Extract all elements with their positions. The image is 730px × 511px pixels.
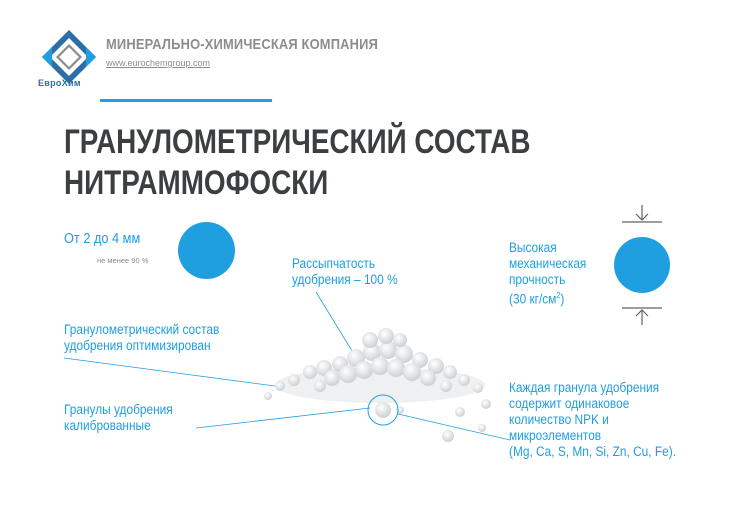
npk-label [509, 380, 676, 460]
press-arrows-icon [610, 205, 674, 325]
calibrated-label [64, 402, 173, 434]
optimized-label [64, 322, 219, 354]
strength-line-3: прочность [509, 272, 566, 287]
strength-value: (30 кг/см [509, 291, 557, 307]
title-line-1: ГРАНУЛОМЕТРИЧЕСКИЙ СОСТАВ [64, 123, 531, 161]
strength-unit-superscript: 2 [556, 291, 561, 300]
company-name: МИНЕРАЛЬНО-ХИМИЧЕСКАЯ КОМПАНИЯ [106, 36, 379, 53]
granule-size-label: От 2 до 4 мм [64, 231, 141, 247]
calibrated-line-2: калиброванные [64, 418, 151, 433]
npk-line-2: содержит одинаковое [509, 396, 630, 411]
strength-value-close: ) [560, 291, 565, 307]
npk-line-4: микроэлементов [509, 428, 602, 443]
granule-size-note: не менее 90 % [97, 256, 149, 265]
strength-line-4 [509, 288, 586, 308]
strength-line-1: Высокая [509, 240, 557, 255]
npk-line-3: количество NPK и [509, 412, 609, 427]
optimized-line-2: удобрения оптимизирован [64, 338, 211, 353]
npk-line-5: (Mg, Ca, S, Mn, Si, Zn, Cu, Fe). [509, 444, 677, 459]
strength-line-2: механическая [509, 256, 587, 271]
calibrated-line-1: Гранулы удобрения [64, 402, 173, 417]
npk-line-1: Каждая гранула удобрения [509, 380, 660, 395]
flowability-line-1: Рассыпчатость [292, 256, 376, 271]
title-line-2: НИТРАММОФОСКИ [64, 164, 329, 202]
company-url-link[interactable]: www.eurochemgroup.com [106, 58, 211, 68]
flowability-label [292, 256, 398, 288]
logo-text: ЕвроХим [38, 78, 81, 88]
flowability-line-2: удобрения – 100 % [292, 272, 398, 287]
strength-label [509, 240, 586, 308]
granule-pile-image [250, 300, 510, 450]
optimized-line-1: Гранулометрический состав [64, 322, 220, 337]
